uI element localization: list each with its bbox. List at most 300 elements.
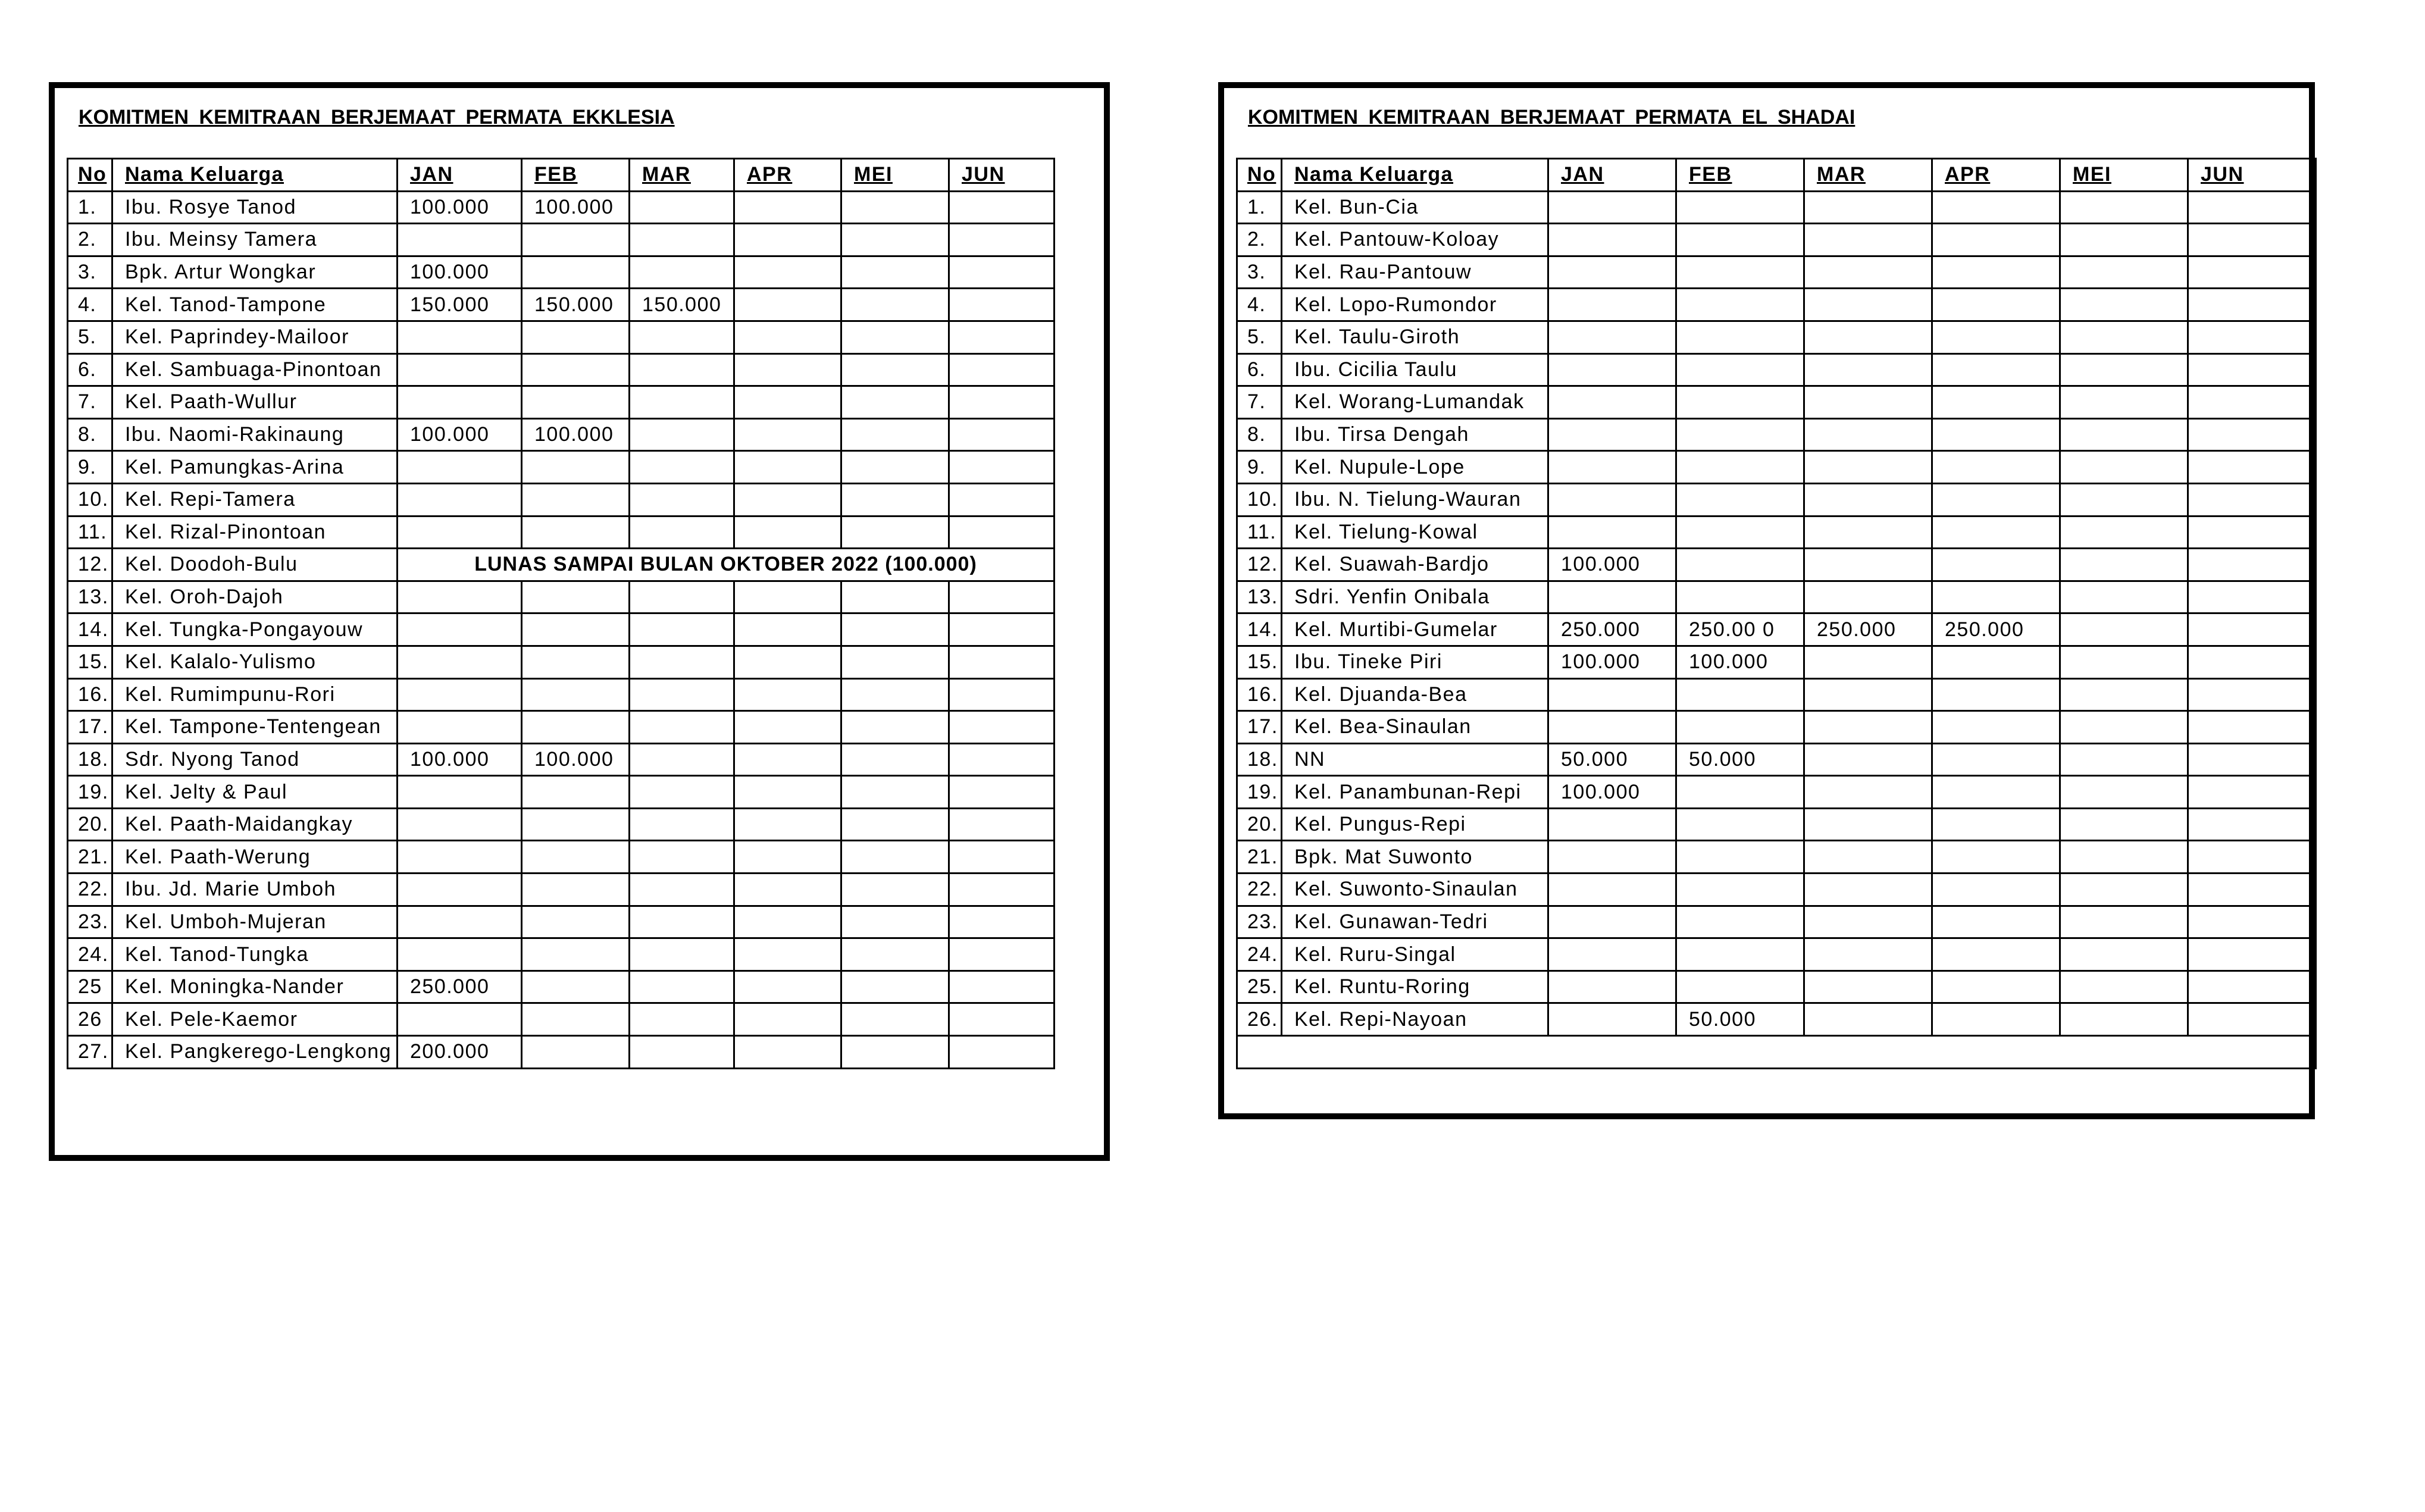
payment-cell: 100.000 xyxy=(1676,646,1804,678)
payment-cell xyxy=(630,808,734,841)
header-month: APR xyxy=(1932,159,2060,192)
payment-cell xyxy=(1548,1003,1676,1036)
payment-cell xyxy=(2060,678,2188,711)
table-row xyxy=(1237,581,2316,613)
payment-cell xyxy=(1548,678,1676,711)
payment-cell xyxy=(2060,418,2188,451)
payment-cell xyxy=(1676,938,1804,971)
payment-cell xyxy=(630,906,734,938)
family-name: Kel. Jelty & Paul xyxy=(112,776,398,809)
header-month: MAR xyxy=(1804,159,1932,192)
payment-cell xyxy=(1804,971,1932,1003)
row-number: 2. xyxy=(1237,224,1282,256)
panel-title-ekklesia: KOMITMEN KEMITRAAN BERJEMAAT PERMATA EKKLESIA xyxy=(79,106,675,129)
payment-cell xyxy=(1932,289,2060,321)
family-name: Kel. Rumimpunu-Rori xyxy=(112,678,398,711)
payment-cell xyxy=(522,874,630,906)
payment-cell xyxy=(1932,776,2060,809)
payment-cell xyxy=(1932,808,2060,841)
family-name: Bpk. Artur Wongkar xyxy=(112,256,398,289)
payment-cell xyxy=(2060,256,2188,289)
payment-cell xyxy=(630,743,734,776)
payment-cell xyxy=(949,353,1055,386)
family-name: Kel. Gunawan-Tedri xyxy=(1282,906,1548,938)
payment-cell: 100.000 xyxy=(1548,549,1676,581)
family-name: Kel. Kalalo-Yulismo xyxy=(112,646,398,678)
row-number: 3. xyxy=(68,256,112,289)
row-number: 10. xyxy=(1237,483,1282,516)
payment-cell xyxy=(1932,938,2060,971)
payment-cell: 250.000 xyxy=(1548,613,1676,646)
payment-cell xyxy=(841,613,949,646)
table-row xyxy=(68,191,1055,224)
header-no: No xyxy=(1237,159,1282,192)
payment-cell xyxy=(2060,483,2188,516)
payment-cell xyxy=(522,678,630,711)
payment-cell xyxy=(1932,646,2060,678)
table-row xyxy=(1237,191,2316,224)
payment-cell xyxy=(734,808,841,841)
payment-cell xyxy=(630,353,734,386)
table-row xyxy=(1237,321,2316,353)
payment-cell xyxy=(841,938,949,971)
payment-cell xyxy=(949,906,1055,938)
table-row xyxy=(1237,386,2316,419)
payment-cell xyxy=(2060,874,2188,906)
row-number: 4. xyxy=(1237,289,1282,321)
payment-cell xyxy=(1804,418,1932,451)
payment-cell xyxy=(522,451,630,484)
payment-cell xyxy=(1548,938,1676,971)
payment-cell xyxy=(398,808,522,841)
payment-cell xyxy=(841,808,949,841)
family-name: Ibu. Tineke Piri xyxy=(1282,646,1548,678)
family-name: Kel. Tampone-Tentengean xyxy=(112,711,398,744)
payment-cell xyxy=(841,841,949,874)
header-no: No xyxy=(68,159,112,192)
payment-cell xyxy=(1804,678,1932,711)
header-month: FEB xyxy=(1676,159,1804,192)
payment-cell xyxy=(2060,613,2188,646)
payment-cell xyxy=(2060,646,2188,678)
payment-cell xyxy=(1548,224,1676,256)
family-name: Kel. Tielung-Kowal xyxy=(1282,516,1548,549)
payment-cell xyxy=(1932,353,2060,386)
payment-cell xyxy=(1548,483,1676,516)
row-number: 18. xyxy=(1237,743,1282,776)
payment-cell xyxy=(398,874,522,906)
payment-cell: 100.000 xyxy=(398,191,522,224)
table-row xyxy=(1237,808,2316,841)
payment-cell xyxy=(522,971,630,1003)
payment-cell xyxy=(841,353,949,386)
payment-cell xyxy=(949,224,1055,256)
payment-cell xyxy=(1932,451,2060,484)
family-name: Kel. Murtibi-Gumelar xyxy=(1282,613,1548,646)
payment-cell xyxy=(949,646,1055,678)
payment-cell xyxy=(522,353,630,386)
family-name: Kel. Pamungkas-Arina xyxy=(112,451,398,484)
payment-note: LUNAS SAMPAI BULAN OKTOBER 2022 (100.000) xyxy=(398,549,1055,581)
row-number: 22. xyxy=(68,874,112,906)
table-row xyxy=(68,678,1055,711)
payment-cell xyxy=(1932,549,2060,581)
row-number: 10. xyxy=(68,483,112,516)
payment-cell xyxy=(1932,483,2060,516)
payment-cell xyxy=(1676,483,1804,516)
table-row xyxy=(1237,613,2316,646)
payment-cell xyxy=(1548,906,1676,938)
payment-cell xyxy=(630,776,734,809)
table-row xyxy=(68,581,1055,613)
payment-cell xyxy=(630,256,734,289)
table-row xyxy=(1237,483,2316,516)
payment-cell xyxy=(1932,971,2060,1003)
payment-cell xyxy=(1804,938,1932,971)
payment-cell xyxy=(734,224,841,256)
table-row-empty xyxy=(1237,1036,2316,1069)
payment-cell xyxy=(2188,841,2316,874)
row-number: 25 xyxy=(68,971,112,1003)
family-name: Ibu. Tirsa Dengah xyxy=(1282,418,1548,451)
payment-cell xyxy=(949,678,1055,711)
payment-cell xyxy=(2188,321,2316,353)
family-name: Ibu. Naomi-Rakinaung xyxy=(112,418,398,451)
payment-cell xyxy=(2060,938,2188,971)
payment-cell xyxy=(2188,289,2316,321)
family-name: Kel. Paath-Wullur xyxy=(112,386,398,419)
family-name: Bpk. Mat Suwonto xyxy=(1282,841,1548,874)
table-row xyxy=(1237,516,2316,549)
payment-cell xyxy=(841,971,949,1003)
row-number: 24. xyxy=(1237,938,1282,971)
payment-cell xyxy=(949,938,1055,971)
row-number: 27. xyxy=(68,1036,112,1069)
payment-cell xyxy=(1932,1003,2060,1036)
family-name: Kel. Worang-Lumandak xyxy=(1282,386,1548,419)
family-name: Kel. Bea-Sinaulan xyxy=(1282,711,1548,744)
header-month: JUN xyxy=(2188,159,2316,192)
payment-cell xyxy=(1676,451,1804,484)
payment-cell xyxy=(2060,906,2188,938)
table-row xyxy=(68,321,1055,353)
payment-cell xyxy=(630,938,734,971)
row-number: 6. xyxy=(1237,353,1282,386)
payment-cell xyxy=(398,1003,522,1036)
payment-cell xyxy=(1676,906,1804,938)
payment-cell xyxy=(1932,516,2060,549)
payment-cell xyxy=(734,256,841,289)
payment-cell xyxy=(630,874,734,906)
payment-cell xyxy=(734,613,841,646)
payment-cell xyxy=(1548,874,1676,906)
header-month: JAN xyxy=(1548,159,1676,192)
payment-cell xyxy=(1548,451,1676,484)
header-month: MEI xyxy=(2060,159,2188,192)
payment-cell xyxy=(734,321,841,353)
payment-cell xyxy=(734,289,841,321)
payment-cell xyxy=(734,451,841,484)
payment-cell xyxy=(841,678,949,711)
payment-cell xyxy=(1804,451,1932,484)
payment-cell xyxy=(1548,256,1676,289)
table-row xyxy=(1237,353,2316,386)
payment-cell xyxy=(2060,451,2188,484)
payment-cell xyxy=(949,516,1055,549)
payment-cell xyxy=(398,224,522,256)
row-number: 13. xyxy=(68,581,112,613)
payment-cell: 100.000 xyxy=(398,256,522,289)
payment-cell xyxy=(1804,874,1932,906)
row-number: 18. xyxy=(68,743,112,776)
payment-cell xyxy=(522,483,630,516)
row-number: 17. xyxy=(1237,711,1282,744)
payment-cell xyxy=(841,874,949,906)
header-month: MAR xyxy=(630,159,734,192)
row-number: 15. xyxy=(1237,646,1282,678)
payment-cell xyxy=(841,646,949,678)
row-number: 15. xyxy=(68,646,112,678)
family-name: Kel. Sambuaga-Pinontoan xyxy=(112,353,398,386)
row-number: 3. xyxy=(1237,256,1282,289)
family-name: Ibu. N. Tielung-Wauran xyxy=(1282,483,1548,516)
payment-cell xyxy=(734,776,841,809)
payment-cell xyxy=(841,451,949,484)
payment-cell xyxy=(2188,938,2316,971)
payment-cell xyxy=(2188,224,2316,256)
payment-cell xyxy=(1548,321,1676,353)
payment-cell xyxy=(630,581,734,613)
payment-cell xyxy=(522,613,630,646)
payment-cell: 150.000 xyxy=(398,289,522,321)
payment-cell xyxy=(522,776,630,809)
table-row xyxy=(1237,711,2316,744)
row-number: 9. xyxy=(68,451,112,484)
payment-cell xyxy=(1676,874,1804,906)
payment-cell xyxy=(1932,874,2060,906)
payment-cell xyxy=(1804,743,1932,776)
payment-cell xyxy=(734,1036,841,1069)
family-name: Kel. Paprindey-Mailoor xyxy=(112,321,398,353)
payment-cell xyxy=(1804,1003,1932,1036)
payment-cell xyxy=(949,581,1055,613)
table-row xyxy=(68,289,1055,321)
payment-cell xyxy=(2060,1003,2188,1036)
table-row xyxy=(1237,841,2316,874)
empty-cell xyxy=(1237,1036,2316,1069)
payment-cell xyxy=(630,451,734,484)
table-row xyxy=(1237,418,2316,451)
payment-cell xyxy=(949,808,1055,841)
payment-cell xyxy=(522,321,630,353)
family-name: Kel. Tungka-Pongayouw xyxy=(112,613,398,646)
payment-cell xyxy=(2188,483,2316,516)
payment-cell xyxy=(2188,516,2316,549)
payment-cell xyxy=(841,321,949,353)
row-number: 7. xyxy=(1237,386,1282,419)
row-number: 14. xyxy=(68,613,112,646)
payment-cell xyxy=(734,516,841,549)
payment-cell: 250.000 xyxy=(398,971,522,1003)
payment-cell xyxy=(2060,711,2188,744)
payment-cell xyxy=(398,906,522,938)
table-row xyxy=(68,841,1055,874)
payment-cell xyxy=(522,646,630,678)
payment-cell xyxy=(522,1036,630,1069)
row-number: 4. xyxy=(68,289,112,321)
payment-cell xyxy=(2060,743,2188,776)
table-row xyxy=(68,808,1055,841)
row-number: 9. xyxy=(1237,451,1282,484)
payment-cell xyxy=(1548,353,1676,386)
family-name: Kel. Suwonto-Sinaulan xyxy=(1282,874,1548,906)
payment-cell xyxy=(949,1036,1055,1069)
family-name: Kel. Umboh-Mujeran xyxy=(112,906,398,938)
payment-cell xyxy=(630,1003,734,1036)
payment-cell xyxy=(1676,289,1804,321)
payment-cell xyxy=(2188,971,2316,1003)
payment-cell xyxy=(949,841,1055,874)
commitment-table-ekklesia xyxy=(67,158,1055,1069)
payment-cell xyxy=(2188,613,2316,646)
payment-cell xyxy=(2188,549,2316,581)
row-number: 12. xyxy=(68,549,112,581)
table-row xyxy=(1237,224,2316,256)
family-name: Kel. Lopo-Rumondor xyxy=(1282,289,1548,321)
payment-cell xyxy=(522,808,630,841)
payment-cell xyxy=(1804,581,1932,613)
payment-cell xyxy=(1932,906,2060,938)
family-name: Kel. Tanod-Tungka xyxy=(112,938,398,971)
family-name: Kel. Pele-Kaemor xyxy=(112,1003,398,1036)
payment-cell xyxy=(1804,321,1932,353)
family-name: Sdri. Yenfin Onibala xyxy=(1282,581,1548,613)
payment-cell xyxy=(841,906,949,938)
payment-cell xyxy=(2188,646,2316,678)
payment-cell xyxy=(1932,841,2060,874)
row-number: 6. xyxy=(68,353,112,386)
family-name: Kel. Tanod-Tampone xyxy=(112,289,398,321)
payment-cell xyxy=(2060,971,2188,1003)
payment-cell xyxy=(949,289,1055,321)
table-row xyxy=(68,451,1055,484)
table-row xyxy=(68,386,1055,419)
payment-cell: 50.000 xyxy=(1676,743,1804,776)
payment-cell xyxy=(841,386,949,419)
payment-cell: 100.000 xyxy=(1548,776,1676,809)
row-number: 5. xyxy=(1237,321,1282,353)
payment-cell xyxy=(398,841,522,874)
payment-cell xyxy=(949,321,1055,353)
payment-cell xyxy=(1804,256,1932,289)
payment-cell xyxy=(1676,353,1804,386)
family-name: Kel. Oroh-Dajoh xyxy=(112,581,398,613)
payment-cell xyxy=(1804,906,1932,938)
family-name: Kel. Paath-Maidangkay xyxy=(112,808,398,841)
payment-cell xyxy=(1548,711,1676,744)
payment-cell xyxy=(1804,516,1932,549)
table-row xyxy=(68,353,1055,386)
table-row xyxy=(1237,549,2316,581)
payment-cell: 100.000 xyxy=(1548,646,1676,678)
table-row xyxy=(1237,451,2316,484)
payment-cell xyxy=(1932,678,2060,711)
payment-cell xyxy=(734,191,841,224)
table-row xyxy=(1237,874,2316,906)
payment-cell xyxy=(2060,581,2188,613)
family-name: Kel. Repi-Nayoan xyxy=(1282,1003,1548,1036)
payment-cell xyxy=(630,418,734,451)
payment-cell xyxy=(841,289,949,321)
table-row xyxy=(68,906,1055,938)
payment-cell xyxy=(841,743,949,776)
payment-cell xyxy=(734,841,841,874)
payment-cell xyxy=(2188,191,2316,224)
table-row xyxy=(1237,971,2316,1003)
table-row xyxy=(1237,1003,2316,1036)
payment-cell: 250.00 0 xyxy=(1676,613,1804,646)
payment-cell xyxy=(734,418,841,451)
payment-cell xyxy=(841,483,949,516)
table-row xyxy=(1237,646,2316,678)
payment-cell xyxy=(398,938,522,971)
family-name: Kel. Repi-Tamera xyxy=(112,483,398,516)
payment-cell xyxy=(630,841,734,874)
family-name: Kel. Suawah-Bardjo xyxy=(1282,549,1548,581)
payment-cell xyxy=(2060,776,2188,809)
row-number: 1. xyxy=(1237,191,1282,224)
payment-cell: 100.000 xyxy=(522,191,630,224)
payment-cell xyxy=(2188,743,2316,776)
family-name: Ibu. Jd. Marie Umboh xyxy=(112,874,398,906)
payment-cell xyxy=(1548,841,1676,874)
row-number: 26 xyxy=(68,1003,112,1036)
payment-cell xyxy=(1676,418,1804,451)
payment-cell xyxy=(2060,386,2188,419)
payment-cell xyxy=(841,581,949,613)
payment-cell xyxy=(1804,549,1932,581)
payment-cell xyxy=(2188,451,2316,484)
payment-cell xyxy=(949,613,1055,646)
table-row xyxy=(68,743,1055,776)
row-number: 21. xyxy=(68,841,112,874)
row-number: 22. xyxy=(1237,874,1282,906)
family-name: Kel. Taulu-Giroth xyxy=(1282,321,1548,353)
table-row xyxy=(68,776,1055,809)
payment-cell: 250.000 xyxy=(1932,613,2060,646)
payment-cell xyxy=(522,386,630,419)
payment-cell xyxy=(1804,711,1932,744)
table-row xyxy=(68,224,1055,256)
payment-cell xyxy=(1932,321,2060,353)
payment-cell xyxy=(2060,808,2188,841)
header-month: JAN xyxy=(398,159,522,192)
payment-cell xyxy=(398,386,522,419)
payment-cell xyxy=(2060,841,2188,874)
payment-cell xyxy=(2060,549,2188,581)
payment-cell xyxy=(1676,549,1804,581)
family-name: Ibu. Rosye Tanod xyxy=(112,191,398,224)
payment-cell xyxy=(949,711,1055,744)
payment-cell xyxy=(841,1003,949,1036)
row-number: 16. xyxy=(1237,678,1282,711)
row-number: 13. xyxy=(1237,581,1282,613)
payment-cell xyxy=(1804,483,1932,516)
table-panel-el-shadai xyxy=(1218,82,2315,1119)
payment-cell xyxy=(949,191,1055,224)
payment-cell xyxy=(1932,224,2060,256)
payment-cell xyxy=(398,646,522,678)
